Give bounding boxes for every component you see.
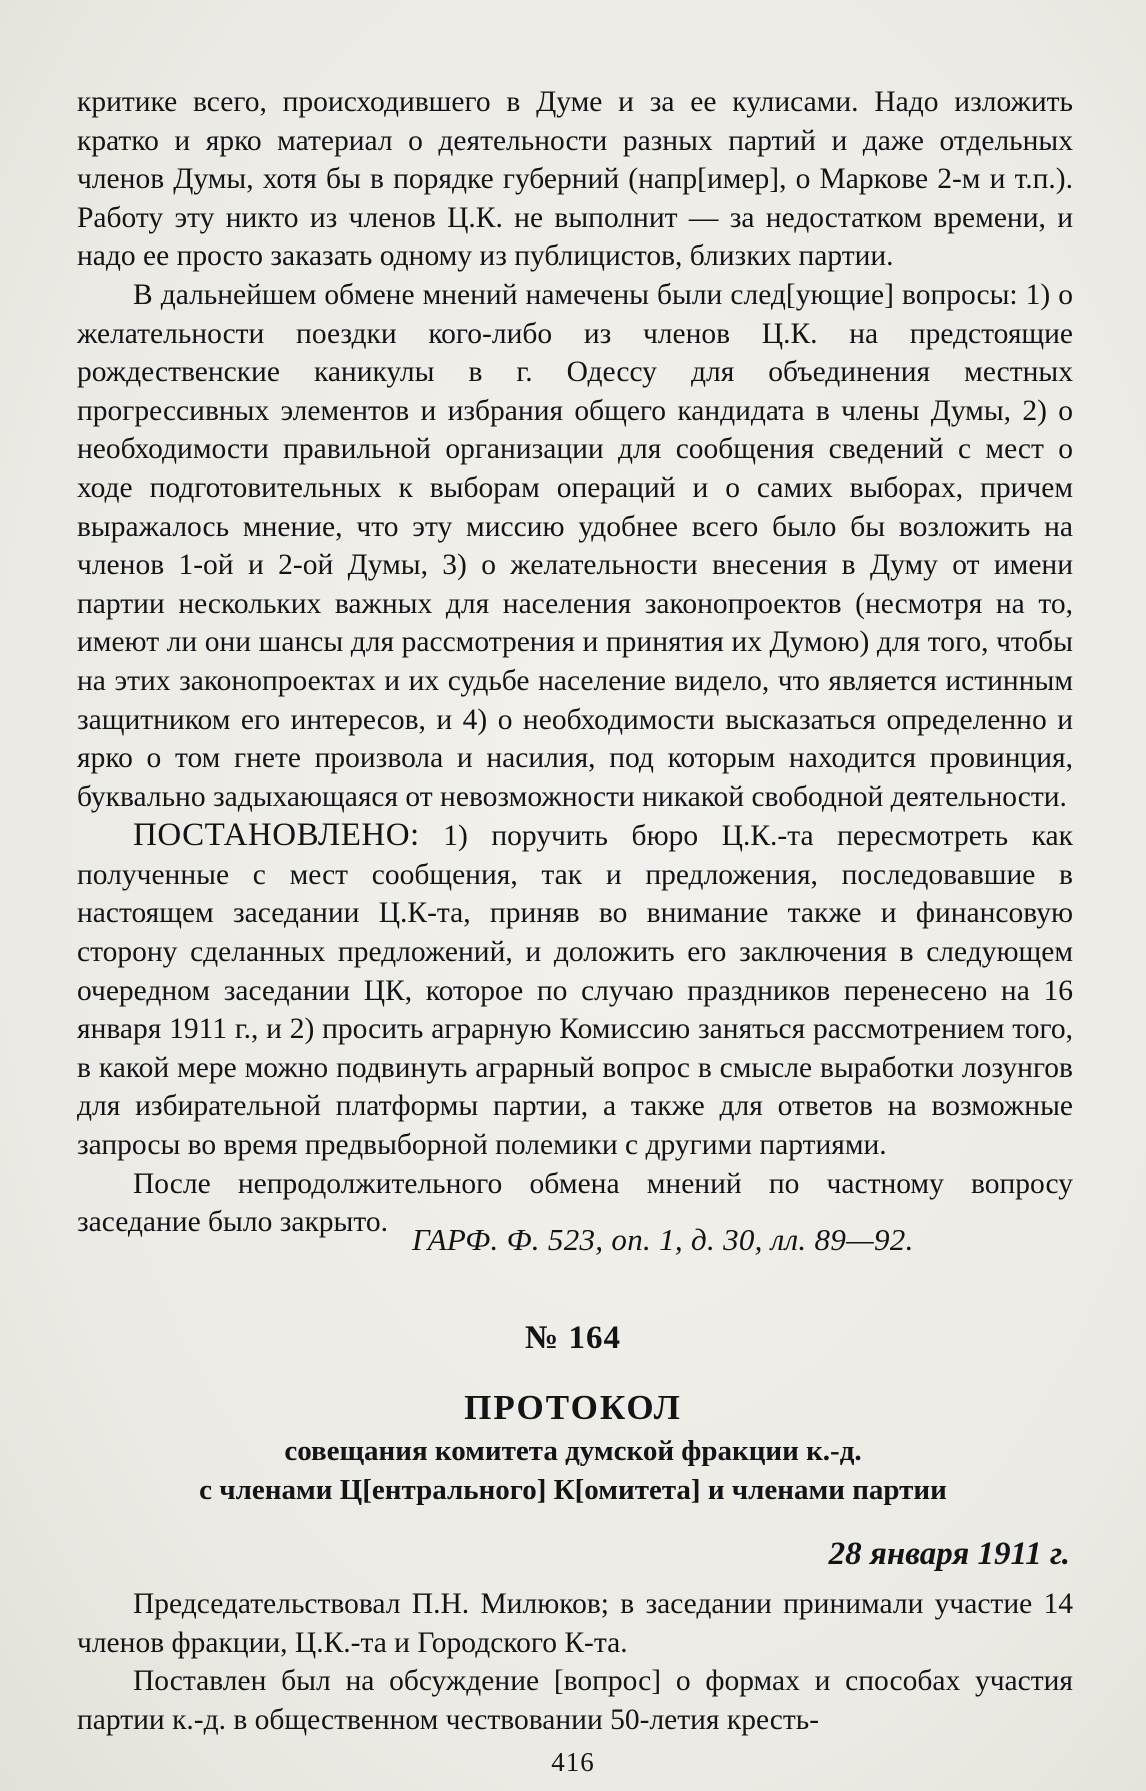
bottom-text-block: [77, 1585, 1073, 1739]
paragraph-agenda: Поставлен был на обсуждение [вопрос] о формах и способах участия партии к.-д. в общественном чествовании 50-летия кресть-: [77, 1665, 1073, 1736]
resolution-text: 1) поручить бюро Ц.К.-та пересмотреть как полученные с мест сообщения, так и предложения, последовавшие в настоящем заседании Ц.К-та, приняв во внимание также и финансовую сторону сделанных предложений, и доложить его заключения в следующем очередном заседании ЦК, которое по случаю праздников перенесено на 16 января 1911 г., и 2) просить аграрную Комиссию заняться рассмотрением того, в какой мере можно подвинуть аграрный вопрос в смысле выработки лозунгов для избирательной платформы партии, а также для ответов на возможные запросы во время предвыборной полемики с другими партиями.: [77, 820, 1073, 1162]
document-title: ПРОТОКОЛ: [464, 1388, 682, 1427]
document-number: № 164: [525, 1320, 621, 1356]
paragraph-resolution: [77, 816, 1073, 1164]
page-number: 416: [551, 1747, 595, 1777]
top-text-block: [77, 83, 1073, 1242]
archive-source-reference: ГАРФ. Ф. 523, оп. 1, д. 30, лл. 89—92.: [412, 1222, 914, 1257]
paragraph-closing: После непродолжительного обмена мнений по частному вопросу заседание было закрыто.: [77, 1167, 1073, 1239]
paragraph-chairman: Председательствовал П.Н. Милюков; в заседании принимали участие 14 членов фракции, Ц.К.-та и Городского К-та.: [77, 1588, 1073, 1659]
paragraph-continuation: критике всего, происходившего в Думе и за ее кулисами. Надо изложить кратко и ярко материал о деятельности разных партий и даже отдельных членов Думы, хотя бы в порядке губерний (напр[имер], о Маркове 2-м и т.п.). Работу эту никто из членов Ц.К. не выполнит — за недостатком времени, и надо ее просто заказать одному из публицистов, близких партии.: [77, 86, 1073, 273]
document-date: 28 января 1911 г.: [828, 1536, 1070, 1572]
resolution-label: ПОСТАНОВЛЕНО:: [133, 817, 420, 854]
document-subtitle-line2: с членами Ц[ентрального] К[омитета] и членами партии: [199, 1474, 947, 1506]
document-subtitle-line1: совещания комитета думской фракции к.-д.: [284, 1435, 862, 1467]
paragraph-questions: В дальнейшем обмене мнений намечены были след[ующие] вопросы: 1) о желательности поездки кого-либо из членов Ц.К. на предстоящие рождественские каникулы в г. Одессу для объединения местных прогрессивных элементов и избрания общего кандидата в члены Думы, 2) о необходимости правильной организации для сообщения сведений с мест о ходе подготовительных к выборам операций и о самих выборах, причем выражалось мнение, что эту миссию удобнее всего было бы возложить на членов 1-ой и 2-ой Думы, 3) о желательности внесения в Думу от имени партии нескольких важных для населения законопроектов (несмотря на то, имеют ли они шансы для рассмотрения и принятия их Думою) для того, чтобы на этих законопроектах и их судьбе население видело, что является истинным защитником его интересов, и 4) о необходимости высказаться определенно и ярко о том гнете произвола и насилия, под которым находится провинция, буквально задыхающаяся от невозможности никакой свободной деятельности.: [77, 278, 1073, 813]
